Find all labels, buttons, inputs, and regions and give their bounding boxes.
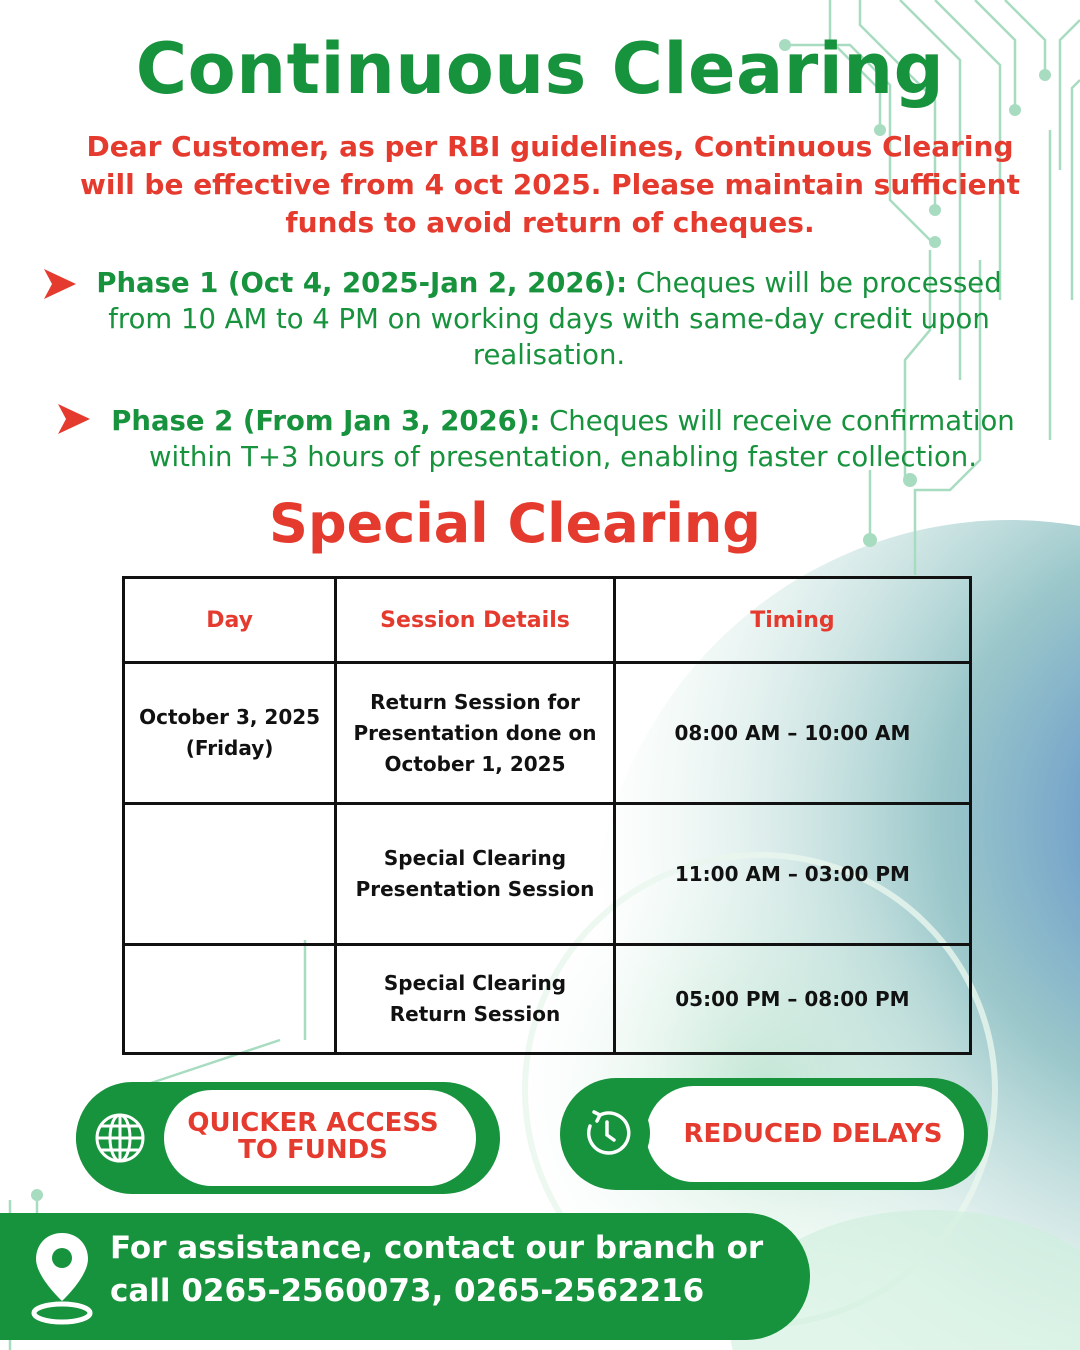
globe-icon xyxy=(93,1111,147,1165)
phase-2-text: Cheques will receive confirmation within T+3 hours of presentation, enabling faster collection. xyxy=(149,405,1015,473)
cell-day xyxy=(124,804,336,945)
special-clearing-table xyxy=(122,576,972,1055)
phase-1 xyxy=(82,265,1016,373)
benefit-quicker-access xyxy=(76,1082,500,1194)
benefit-label: QUICKER ACCESS TO FUNDS xyxy=(187,1108,439,1165)
phase-1-text: Cheques will be processed from 10 AM to 4 PM on working days with same-day credit upon realisation. xyxy=(108,267,1002,371)
notice-text: Dear Customer, as per RBI guidelines, Continuous Clearing will be effective from 4 oct 2025. Please maintain sufficient funds to avoid return of cheques. xyxy=(80,130,1020,239)
page-title: Continuous Clearing xyxy=(135,28,945,110)
table-row xyxy=(124,945,971,1054)
column-header-day: Day xyxy=(124,578,336,663)
phase-1-label: Phase 1 (Oct 4, 2025-Jan 2, 2026): xyxy=(96,267,628,299)
table-row xyxy=(124,663,971,804)
contact-footer xyxy=(0,1213,810,1340)
cell-day xyxy=(124,945,336,1054)
clock-icon-badge xyxy=(564,1090,650,1176)
cell-timing: 11:00 AM – 03:00 PM xyxy=(614,804,970,945)
clock-icon xyxy=(580,1106,634,1160)
benefit-reduced-delays xyxy=(560,1078,988,1190)
phase-2 xyxy=(96,403,1030,475)
special-clearing-title: Special Clearing xyxy=(269,492,761,555)
cell-session: Special Clearing Return Session xyxy=(336,945,615,1054)
phase-2-label: Phase 2 (From Jan 3, 2026): xyxy=(111,405,541,437)
arrow-icon xyxy=(42,267,76,301)
cell-session: Return Session for Presentation done on October 1, 2025 xyxy=(336,663,615,804)
cell-day: October 3, 2025 (Friday) xyxy=(124,663,336,804)
benefit-label: REDUCED DELAYS xyxy=(683,1119,943,1149)
column-header-session: Session Details xyxy=(336,578,615,663)
column-header-timing: Timing xyxy=(614,578,970,663)
table-header-row xyxy=(124,578,971,663)
cell-session: Special Clearing Presentation Session xyxy=(336,804,615,945)
cell-timing: 08:00 AM – 10:00 AM xyxy=(614,663,970,804)
contact-text: For assistance, contact our branch or call 0265-2560073, 0265-2562216 xyxy=(110,1230,764,1309)
arrow-icon xyxy=(56,402,90,436)
table-row xyxy=(124,804,971,945)
location-pin-icon xyxy=(30,1229,94,1327)
cell-timing: 05:00 PM – 08:00 PM xyxy=(614,945,970,1054)
globe-icon-badge xyxy=(76,1094,164,1182)
